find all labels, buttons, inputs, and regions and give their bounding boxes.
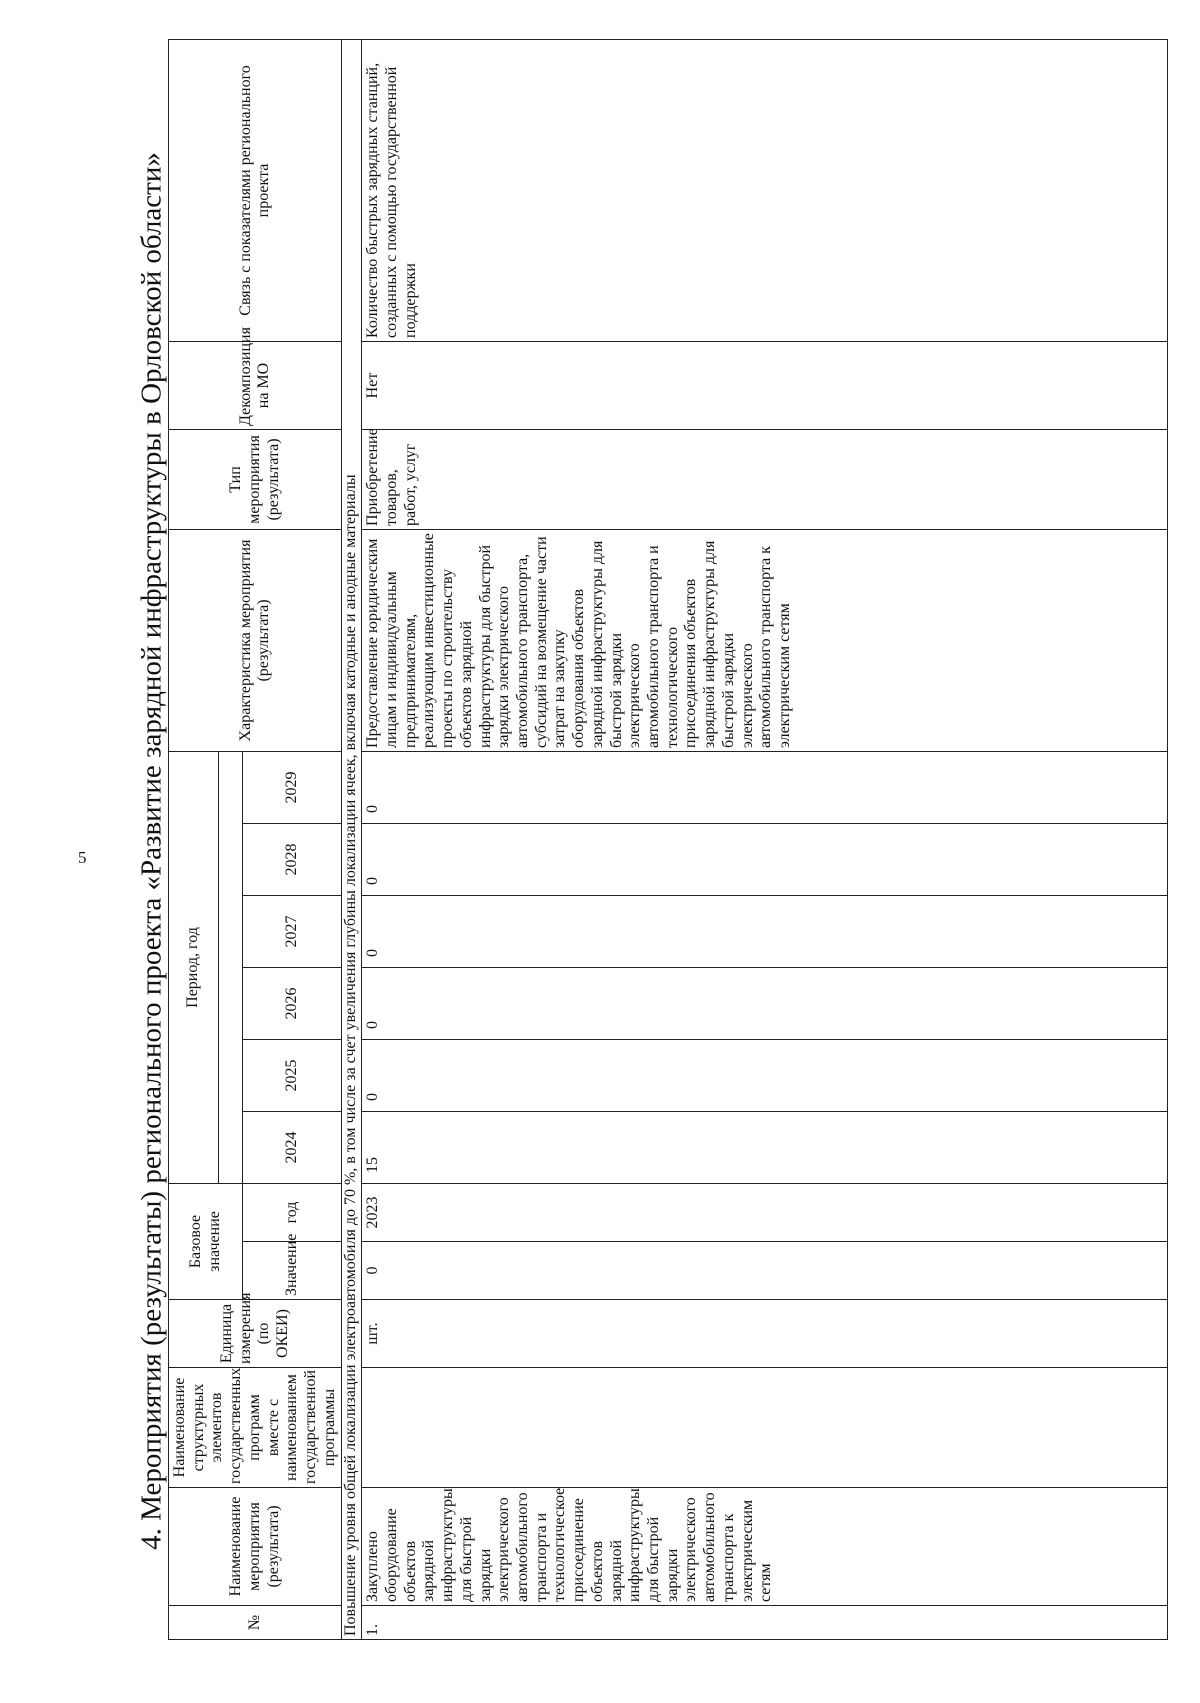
header-base: Базовое значение [169,1183,243,1299]
page-title: 4. Мероприятия (результаты) регионального проекта «Развитие зарядной инфраструктуры в Орловской области» [135,152,168,1550]
row-name: Закуплено оборудование объектов зарядной инфраструктуры для быстрой зарядки электрического автомобильного транспорта и технологическое присоединение объектов зарядной инфраструктуры для быстрой зарядки электрического автомобильного транспорта к электрическим сетям [362,1488,1168,1606]
row-type: Приобретение товаров, работ, услуг [362,429,1168,529]
section-title: Повышение уровня общей локализации электроавтомобиля до 70 %, в том числе за счет увеличения глубины локализации ячеек, включая катодные и анодные материалы [342,39,362,1639]
header-base-value: Значение [243,1242,342,1300]
row-link: Количество быстрых зарядных станций, созданных с помощью государственной поддержки [362,39,1168,341]
header-year-2026: 2026 [243,967,342,1039]
row-value-2025: 0 [362,1039,1168,1111]
header-decomposition: Декомпозиция на МО [169,341,342,429]
table-row [362,39,1168,1639]
header-year-2028: 2028 [243,823,342,895]
header-link: Связь с показателями регионального проекта [169,39,342,341]
row-characteristic: Предоставление юридическим лицам и индивидуальным предпринимателям, реализующим инвестиционные проекты по строительству объектов зарядной инфраструктуры для быстрой зарядки электрического автомобильного транспорта, субсидий на возмещение части затрат на закупку оборудования объектов зарядной инфраструктуры для быстрой зарядки электрического автомобильного транспорта и технологического присоединения объектов зарядной инфраструктуры для быстрой зарядки электрического автомобильного транспорта к электрическим сетям [362,529,1168,751]
header-base-year: год [243,1183,342,1241]
row-value-2028: 0 [362,823,1168,895]
header-period-spacer [218,751,243,1183]
measures-table [168,39,1168,1640]
row-base-year: 2023 [362,1183,1168,1241]
header-characteristic: Характеристика мероприятия (результата) [169,529,342,751]
header-type: Тип мероприятия (результата) [169,429,342,529]
row-num: 1. [362,1606,1168,1640]
header-num: № [169,1606,342,1640]
row-base-value: 0 [362,1242,1168,1300]
header-unit: Единица измерения (по ОКЕИ) [169,1300,342,1368]
row-structural [362,1368,1168,1488]
header-year-2024: 2024 [243,1111,342,1183]
row-value-2027: 0 [362,895,1168,967]
header-year-2025: 2025 [243,1039,342,1111]
row-value-2024: 15 [362,1111,1168,1183]
header-name: Наименование мероприятия (результата) [169,1488,342,1606]
header-year-2029: 2029 [243,751,342,823]
header-year-2027: 2027 [243,895,342,967]
rotated-table-wrapper [168,40,1168,1640]
row-value-2026: 0 [362,967,1168,1039]
row-unit: шт. [362,1300,1168,1368]
header-period: Период, год [169,751,219,1183]
page-number: 5 [78,848,87,867]
row-decomposition: Нет [362,341,1168,429]
row-value-2029: 0 [362,751,1168,823]
header-structural: Наименование структурных элементов государственных программ вместе с наименованием государственной программы [169,1368,342,1488]
